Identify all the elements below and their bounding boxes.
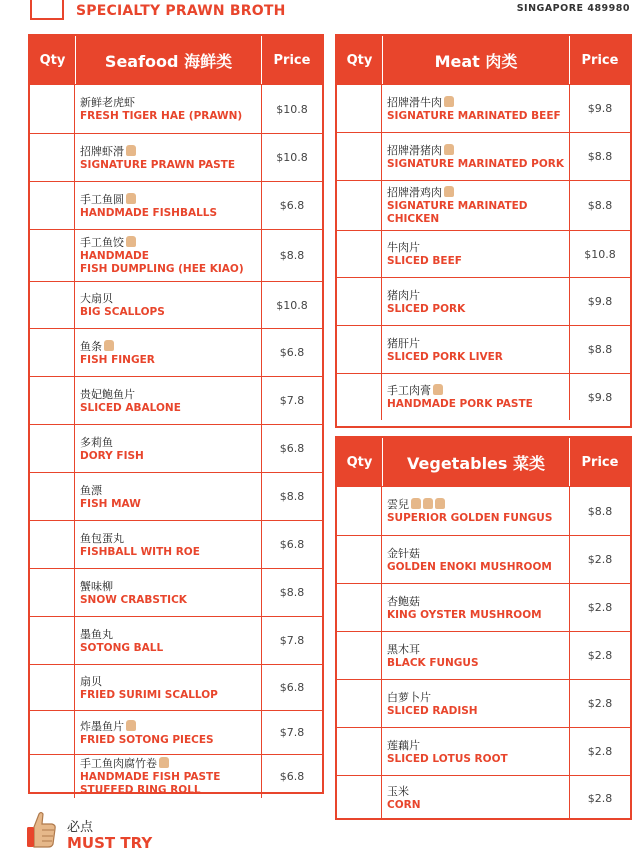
item-name-en: SLICED BEEF — [387, 255, 462, 267]
menu-row — [30, 664, 322, 710]
item-price: $9.8 — [587, 102, 613, 115]
item-price: $10.8 — [584, 247, 616, 261]
item-name-en: FISH FINGER — [80, 353, 155, 366]
vegetables-title: Vegetables 菜类 — [383, 438, 570, 486]
qty-cell[interactable] — [30, 282, 75, 328]
item-name-zh-text: 贵妃鲍鱼片 — [80, 387, 135, 401]
thumbs-up-icon — [104, 340, 114, 351]
item-name-en: SIGNATURE PRAWN PASTE — [80, 158, 236, 171]
menu-row — [30, 229, 322, 281]
item-name-en: FISHBALL WITH ROE — [80, 545, 200, 558]
address-text: SINGAPORE 489980 — [516, 3, 630, 14]
seafood-title: Seafood 海鲜类 — [76, 36, 262, 84]
price-header: Price — [581, 454, 619, 470]
item-name-en: HANDMADE FISHBALLS — [80, 206, 218, 219]
menu-row — [337, 373, 630, 420]
item-name-en: FISH MAW — [80, 497, 141, 510]
thumbs-up-icon — [433, 384, 443, 395]
item-name-cell — [75, 230, 262, 281]
qty-cell[interactable] — [337, 632, 382, 679]
item-name-zh-text: 招牌虾滑 — [80, 144, 124, 158]
item-name-zh-text: 鱼包蛋丸 — [80, 531, 124, 545]
item-name-en: GOLDEN ENOKI MUSHROOM — [387, 560, 552, 573]
menu-row — [337, 631, 630, 679]
seafood-header — [30, 36, 322, 84]
menu-row — [30, 568, 322, 616]
meat-table — [335, 34, 632, 428]
item-price: $6.8 — [279, 538, 305, 551]
menu-row — [30, 424, 322, 472]
qty-cell[interactable] — [337, 680, 382, 727]
qty-cell[interactable] — [30, 329, 75, 376]
item-name-zh — [80, 236, 261, 250]
thumbs-up-icon — [126, 236, 136, 247]
meat-header — [337, 36, 630, 84]
item-name-cell — [75, 755, 262, 798]
item-name-cell — [75, 665, 262, 710]
item-price: $10.8 — [276, 151, 308, 164]
item-name-zh-text: 炸墨鱼片 — [80, 719, 124, 733]
item-name-cell — [382, 231, 570, 277]
item-name-cell — [382, 632, 570, 679]
item-price: $8.8 — [587, 150, 613, 163]
menu-row — [337, 679, 630, 727]
checkbox-icon — [30, 0, 64, 20]
item-name-cell — [75, 282, 262, 328]
menu-row — [337, 583, 630, 631]
item-name-zh — [387, 643, 569, 657]
item-name-zh — [80, 580, 261, 594]
item-name-zh-text: 莲藕片 — [387, 738, 420, 752]
qty-header: Qty — [30, 36, 76, 84]
item-name-cell — [382, 181, 570, 230]
item-name-zh-text: 雲兒 — [387, 498, 409, 511]
item-name-en: SIGNATURE MARINATED BEEF — [387, 109, 561, 122]
menu-row — [337, 325, 630, 373]
item-name-zh — [387, 691, 569, 705]
item-price: $8.8 — [587, 504, 613, 518]
menu-row — [337, 775, 630, 820]
item-name-zh — [387, 785, 569, 799]
item-name-cell — [75, 134, 262, 181]
top-bar — [0, 0, 640, 28]
must-try-en: MUST TRY — [67, 834, 153, 852]
price-header: Price — [273, 52, 311, 68]
item-name-cell — [382, 133, 570, 180]
item-name-zh — [80, 675, 261, 689]
item-name-cell — [75, 329, 262, 376]
qty-cell[interactable] — [30, 85, 75, 133]
item-name-en: HANDMADE FISH PASTE — [80, 771, 221, 783]
item-name-zh — [387, 498, 569, 512]
item-name-zh-text: 新鲜老虎虾 — [80, 96, 135, 109]
item-price: $9.8 — [587, 295, 613, 308]
thumbs-up-icon — [126, 720, 136, 731]
specialty-title: SPECIALTY PRAWN BROTH — [76, 3, 286, 19]
menu-row — [337, 727, 630, 775]
item-name-zh-text: 金针菇 — [387, 546, 420, 560]
item-name-cell — [382, 374, 570, 420]
item-name-cell — [382, 776, 570, 820]
item-name-en: FRIED SOTONG PIECES — [80, 733, 214, 746]
item-price: $2.8 — [587, 697, 613, 710]
item-name-cell — [382, 536, 570, 583]
item-name-zh-text: 鱼条 — [80, 339, 102, 353]
menu-row — [30, 616, 322, 664]
vegetables-rows — [337, 486, 630, 820]
item-name-en: SLICED LOTUS ROOT — [387, 752, 508, 765]
menu-row — [30, 84, 322, 133]
meat-title: Meat 肉类 — [383, 36, 570, 84]
item-name-cell — [75, 425, 262, 472]
thumbs-up-icon — [444, 186, 454, 197]
item-name-zh — [387, 144, 569, 158]
item-name-zh — [387, 384, 569, 398]
qty-cell[interactable] — [337, 181, 382, 230]
item-name-cell — [75, 569, 262, 616]
qty-header: Qty — [337, 438, 383, 486]
item-name-en: FRIED SURIMI SCALLOP — [80, 688, 218, 701]
item-name-zh-text: 猪肝片 — [387, 336, 420, 350]
item-name-zh — [387, 739, 569, 753]
item-name-en: SNOW CRABSTICK — [80, 593, 187, 606]
thumbs-up-icon — [25, 810, 57, 850]
item-name-cell — [75, 85, 262, 133]
menu-row — [337, 277, 630, 325]
item-name-zh-text: 杏鲍菇 — [387, 594, 420, 608]
item-name-zh — [80, 388, 261, 402]
item-name-cell — [75, 377, 262, 424]
qty-cell[interactable] — [337, 728, 382, 775]
menu-row — [30, 520, 322, 568]
item-name-zh — [387, 186, 569, 200]
qty-cell[interactable] — [337, 278, 382, 325]
vegetables-header — [337, 438, 630, 486]
item-name-en: KING OYSTER MUSHROOM — [387, 608, 542, 621]
item-price: $2.8 — [587, 553, 613, 566]
item-name-en: SOTONG BALL — [80, 641, 164, 654]
item-price: $6.8 — [279, 442, 305, 455]
item-name-zh — [387, 96, 569, 110]
thumbs-up-icon — [444, 144, 454, 155]
item-name-zh — [80, 757, 261, 771]
item-name-cell — [75, 182, 262, 229]
item-name-cell — [382, 680, 570, 727]
item-price: $6.8 — [279, 346, 305, 359]
item-name-en: CHICKEN — [387, 213, 440, 225]
item-price: $8.8 — [279, 249, 305, 262]
item-name-zh-text: 招牌滑猪肉 — [387, 143, 442, 157]
qty-cell[interactable] — [337, 536, 382, 583]
item-name-zh-text: 招牌滑牛肉 — [387, 95, 442, 109]
qty-cell[interactable] — [337, 231, 382, 277]
item-name-cell — [75, 617, 262, 664]
item-name-cell — [382, 728, 570, 775]
menu-row — [30, 133, 322, 181]
meat-rows — [337, 84, 630, 420]
item-name-en: STUFFED RING ROLL — [80, 784, 201, 796]
qty-cell[interactable] — [337, 133, 382, 180]
item-price: $8.8 — [279, 490, 305, 503]
thumbs-up-icon — [126, 193, 136, 204]
item-price: $9.8 — [587, 390, 613, 404]
item-price: $8.8 — [587, 343, 613, 356]
item-price: $6.8 — [279, 681, 305, 694]
item-price: $7.8 — [279, 726, 305, 739]
qty-cell[interactable] — [30, 569, 75, 616]
item-name-en: SLICED PORK LIVER — [387, 350, 503, 363]
seafood-table — [28, 34, 324, 794]
menu-row — [30, 710, 322, 754]
item-name-zh — [80, 96, 261, 110]
qty-cell[interactable] — [30, 473, 75, 520]
item-name-zh — [387, 241, 569, 255]
qty-cell[interactable] — [337, 326, 382, 373]
item-name-cell — [382, 326, 570, 373]
item-name-zh — [80, 532, 261, 546]
item-name-en: DORY FISH — [80, 449, 144, 462]
menu-row — [30, 754, 322, 798]
item-name-en: HANDMADE PORK PASTE — [387, 398, 533, 410]
item-name-zh — [80, 193, 261, 207]
item-price: $7.8 — [279, 634, 305, 647]
item-name-zh — [80, 720, 261, 734]
item-name-zh-text: 猪肉片 — [387, 288, 420, 302]
item-price: $10.8 — [276, 102, 308, 116]
qty-cell[interactable] — [30, 230, 75, 281]
item-price: $2.8 — [587, 601, 613, 614]
qty-cell[interactable] — [337, 584, 382, 631]
item-name-en: SLICED RADISH — [387, 704, 478, 717]
item-name-cell — [382, 85, 570, 132]
item-name-zh-text: 黑木耳 — [387, 642, 420, 656]
qty-cell[interactable] — [30, 665, 75, 710]
thumbs-up-icon — [444, 96, 454, 107]
menu-row — [337, 230, 630, 277]
item-name-cell — [382, 584, 570, 631]
item-name-en: FISH DUMPLING (HEE KIAO) — [80, 263, 244, 275]
item-price: $2.8 — [587, 745, 613, 758]
item-name-en: SIGNATURE MARINATED PORK — [387, 157, 565, 170]
item-name-zh — [387, 289, 569, 303]
item-name-en: HANDMADE — [80, 250, 149, 262]
qty-cell[interactable] — [30, 182, 75, 229]
item-name-zh-text: 多莉鱼 — [80, 435, 113, 449]
item-name-en: SIGNATURE MARINATED — [387, 200, 528, 212]
item-price: $7.8 — [279, 394, 305, 407]
item-name-zh-text: 扇贝 — [80, 674, 102, 688]
item-name-zh-text: 手工鱼饺 — [80, 236, 124, 249]
menu-row — [30, 181, 322, 229]
item-name-zh — [80, 292, 261, 306]
qty-cell[interactable] — [30, 134, 75, 181]
qty-cell[interactable] — [30, 377, 75, 424]
item-name-zh-text: 玉米 — [387, 785, 409, 798]
qty-cell[interactable] — [30, 711, 75, 754]
item-price: $8.8 — [587, 199, 613, 212]
qty-cell[interactable] — [337, 487, 382, 535]
item-name-cell — [75, 521, 262, 568]
menu-row — [337, 535, 630, 583]
item-price: $2.8 — [587, 649, 613, 662]
item-name-cell — [382, 278, 570, 325]
menu-row — [30, 281, 322, 328]
menu-row — [337, 132, 630, 180]
item-name-zh — [387, 595, 569, 609]
item-name-zh — [80, 340, 261, 354]
thumbs-up-icon — [126, 145, 136, 156]
item-name-zh — [80, 484, 261, 498]
thumbs-up-icon — [423, 498, 433, 509]
qty-cell[interactable] — [30, 755, 75, 798]
item-name-en: CORN — [387, 799, 421, 811]
item-name-zh-text: 大扇贝 — [80, 292, 113, 305]
item-price: $10.8 — [276, 298, 308, 312]
item-name-en: SLICED PORK — [387, 302, 466, 315]
thumbs-up-icon — [435, 498, 445, 509]
menu-row — [337, 486, 630, 535]
item-price: $6.8 — [279, 770, 305, 783]
item-name-zh-text: 鱼漂 — [80, 483, 102, 497]
qty-cell[interactable] — [30, 521, 75, 568]
menu-row — [30, 328, 322, 376]
item-name-zh-text: 手工鱼圆 — [80, 192, 124, 206]
vegetables-table — [335, 436, 632, 820]
item-name-zh-text: 蟹味柳 — [80, 579, 113, 593]
item-name-en: SLICED ABALONE — [80, 401, 181, 414]
must-try-zh: 必点 — [67, 820, 94, 835]
item-price: $2.8 — [587, 791, 613, 805]
qty-header: Qty — [337, 36, 383, 84]
item-name-zh-text: 墨鱼丸 — [80, 627, 113, 641]
item-name-zh — [80, 628, 261, 642]
item-name-zh-text: 手工鱼肉腐竹卷 — [80, 757, 157, 770]
item-name-cell — [75, 711, 262, 754]
qty-cell[interactable] — [337, 374, 382, 420]
item-name-en: FRESH TIGER HAE (PRAWN) — [80, 110, 243, 122]
qty-cell[interactable] — [337, 85, 382, 132]
item-name-zh — [387, 337, 569, 351]
qty-cell[interactable] — [337, 776, 382, 820]
item-price: $6.8 — [279, 199, 305, 212]
menu-row — [337, 84, 630, 132]
item-name-cell — [382, 487, 570, 535]
thumbs-up-icon — [411, 498, 421, 509]
item-name-zh-text: 招牌滑鸡肉 — [387, 186, 442, 199]
item-name-zh-text: 手工肉膏 — [387, 384, 431, 397]
item-price: $8.8 — [279, 586, 305, 599]
item-name-cell — [75, 473, 262, 520]
qty-cell[interactable] — [30, 617, 75, 664]
item-name-zh — [80, 145, 261, 159]
menu-row — [30, 472, 322, 520]
menu-row — [337, 180, 630, 230]
item-name-zh-text: 牛肉片 — [387, 241, 420, 254]
item-name-en: SUPERIOR GOLDEN FUNGUS — [387, 512, 553, 524]
item-name-zh — [387, 547, 569, 561]
menu-row — [30, 376, 322, 424]
item-name-zh — [80, 436, 261, 450]
price-header: Price — [581, 52, 619, 68]
seafood-rows — [30, 84, 322, 798]
item-name-zh-text: 白萝卜片 — [387, 690, 431, 704]
thumbs-up-icon — [159, 757, 169, 768]
item-name-en: BIG SCALLOPS — [80, 306, 165, 318]
item-name-en: BLACK FUNGUS — [387, 656, 479, 669]
qty-cell[interactable] — [30, 425, 75, 472]
